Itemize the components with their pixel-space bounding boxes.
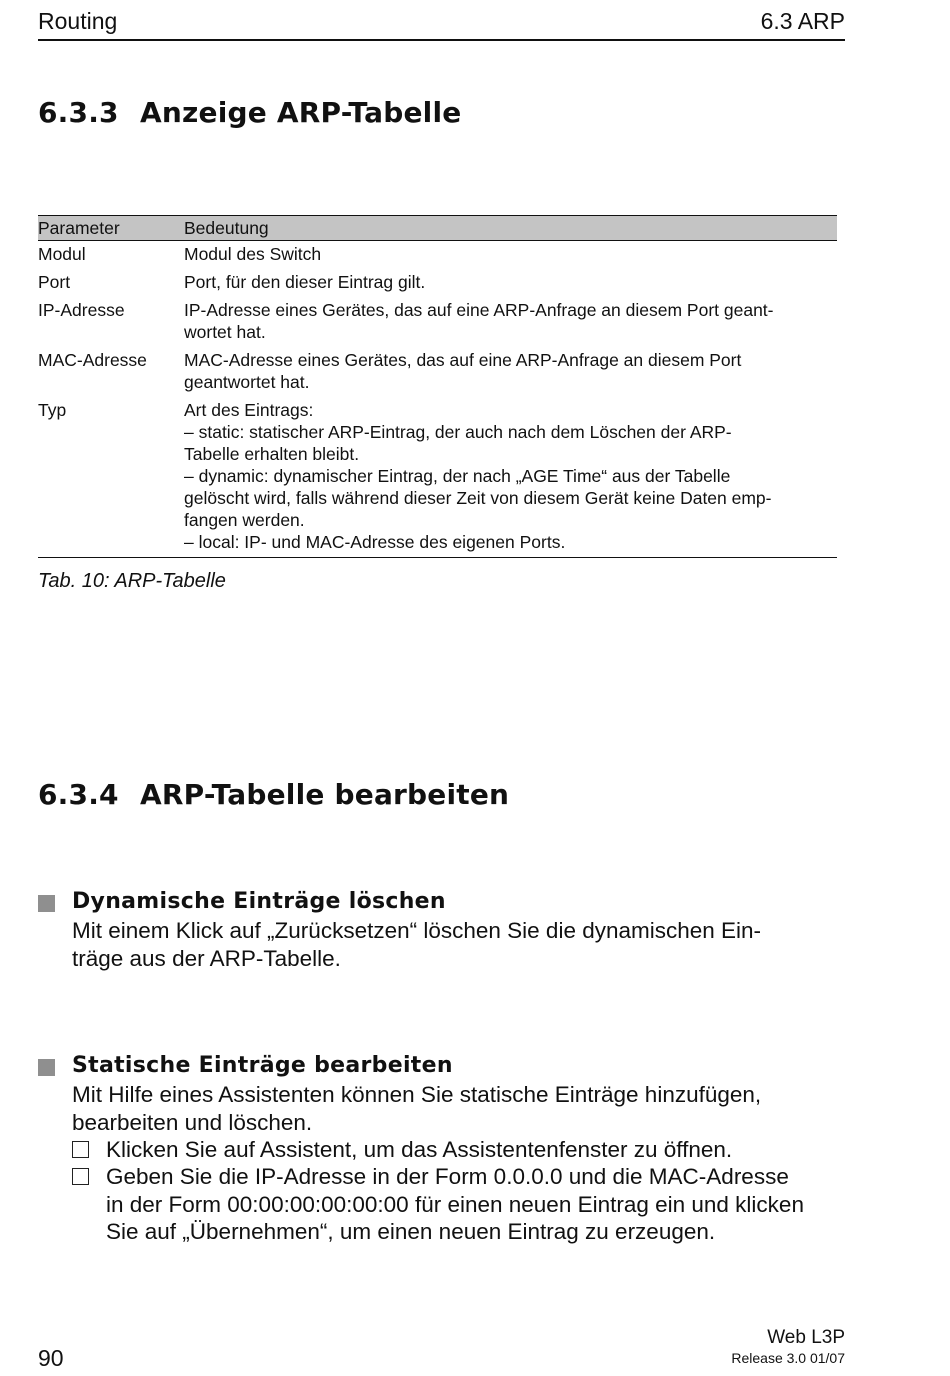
meaning-line: – static: statischer ARP-Eintrag, der auch nach dem Löschen der ARP- (184, 422, 732, 442)
meaning-line: Art des Eintrags: (184, 400, 314, 420)
param-cell: Modul (38, 244, 86, 264)
step-item (106, 1136, 732, 1164)
step-line: Klicken Sie auf Assistent, um das Assistentenfenster zu öffnen. (106, 1137, 733, 1162)
meaning-line: gelöscht wird, falls während dieser Zeit von diesem Gerät keine Daten emp- (184, 488, 772, 508)
checkbox-icon (72, 1168, 89, 1185)
table-row (38, 269, 837, 297)
step-item (106, 1163, 804, 1246)
meaning-line: – dynamic: dynamischer Eintrag, der nach „AGE Time“ aus der Tabelle (184, 466, 731, 486)
table-row (38, 241, 837, 270)
table-row (38, 397, 837, 558)
body-line: bearbeiten und löschen. (72, 1109, 313, 1135)
meaning-line: wortet hat. (184, 322, 266, 342)
body-line: Mit einem Klick auf „Zurücksetzen“ löschen Sie die dynamischen Ein- (72, 918, 762, 943)
body-line: träge aus der ARP-Tabelle. (72, 945, 341, 971)
heading-6-3-4 (38, 778, 509, 811)
meaning-line: fangen werden. (184, 510, 305, 530)
meaning-cell (184, 397, 837, 558)
meaning-cell (184, 241, 837, 270)
table-header-row (38, 216, 837, 241)
heading-number: 6.3.4 (38, 778, 119, 811)
param-cell: MAC-Adresse (38, 350, 147, 370)
meaning-cell (184, 347, 837, 397)
meaning-cell (184, 269, 837, 297)
heading-title: ARP-Tabelle bearbeiten (140, 778, 510, 811)
column-header-meaning: Bedeutung (184, 216, 837, 241)
param-cell: Typ (38, 397, 184, 558)
bullet-title-static: Statische Einträge bearbeiten (72, 1053, 453, 1078)
body-line: Mit Hilfe eines Assistenten können Sie statische Einträge hinzufügen, (72, 1082, 762, 1107)
meaning-line: IP-Adresse eines Gerätes, das auf eine ARP-Anfrage an diesem Port geant- (184, 300, 774, 320)
meaning-line: Modul des Switch (184, 244, 322, 264)
meaning-line: Tabelle erhalten bleibt. (184, 444, 360, 464)
page-number: 90 (38, 1345, 64, 1371)
meaning-line: Port, für den dieser Eintrag gilt. (184, 272, 426, 292)
bullet-body-static (72, 1081, 761, 1136)
step-line: in der Form 00:00:00:00:00:00 für einen neuen Eintrag ein und klicken (106, 1191, 804, 1217)
footer-release: Release 3.0 01/07 (731, 1350, 845, 1366)
bullet-body-dynamic (72, 917, 761, 972)
param-cell: IP-Adresse (38, 300, 125, 320)
column-header-parameter: Parameter (38, 216, 184, 241)
heading-number: 6.3.3 (38, 96, 119, 129)
arp-parameter-table (38, 215, 837, 558)
param-cell: Port (38, 272, 71, 292)
table-row (38, 347, 837, 397)
square-bullet-icon (38, 1059, 55, 1076)
meaning-line: geantwortet hat. (184, 372, 310, 392)
step-line: Geben Sie die IP-Adresse in der Form 0.0.0.0 und die MAC-Adresse (106, 1164, 789, 1189)
header-chapter: Routing (38, 8, 118, 34)
table-caption: Tab. 10: ARP-Tabelle (38, 570, 226, 592)
heading-title: Anzeige ARP-Tabelle (140, 96, 462, 129)
meaning-line: – local: IP- und MAC-Adresse des eigenen Ports. (184, 532, 566, 552)
heading-6-3-3 (38, 96, 461, 129)
header-section: 6.3 ARP (760, 8, 845, 34)
bullet-title-dynamic: Dynamische Einträge löschen (72, 889, 446, 914)
footer-product: Web L3P (767, 1327, 845, 1348)
table-row (38, 297, 837, 347)
meaning-cell (184, 297, 837, 347)
square-bullet-icon (38, 895, 55, 912)
meaning-line: MAC-Adresse eines Gerätes, das auf eine ARP-Anfrage an diesem Port (184, 350, 742, 370)
checkbox-icon (72, 1141, 89, 1158)
header-rule (38, 39, 845, 41)
step-line: Sie auf „Übernehmen“, um einen neuen Eintrag zu erzeugen. (106, 1219, 716, 1244)
